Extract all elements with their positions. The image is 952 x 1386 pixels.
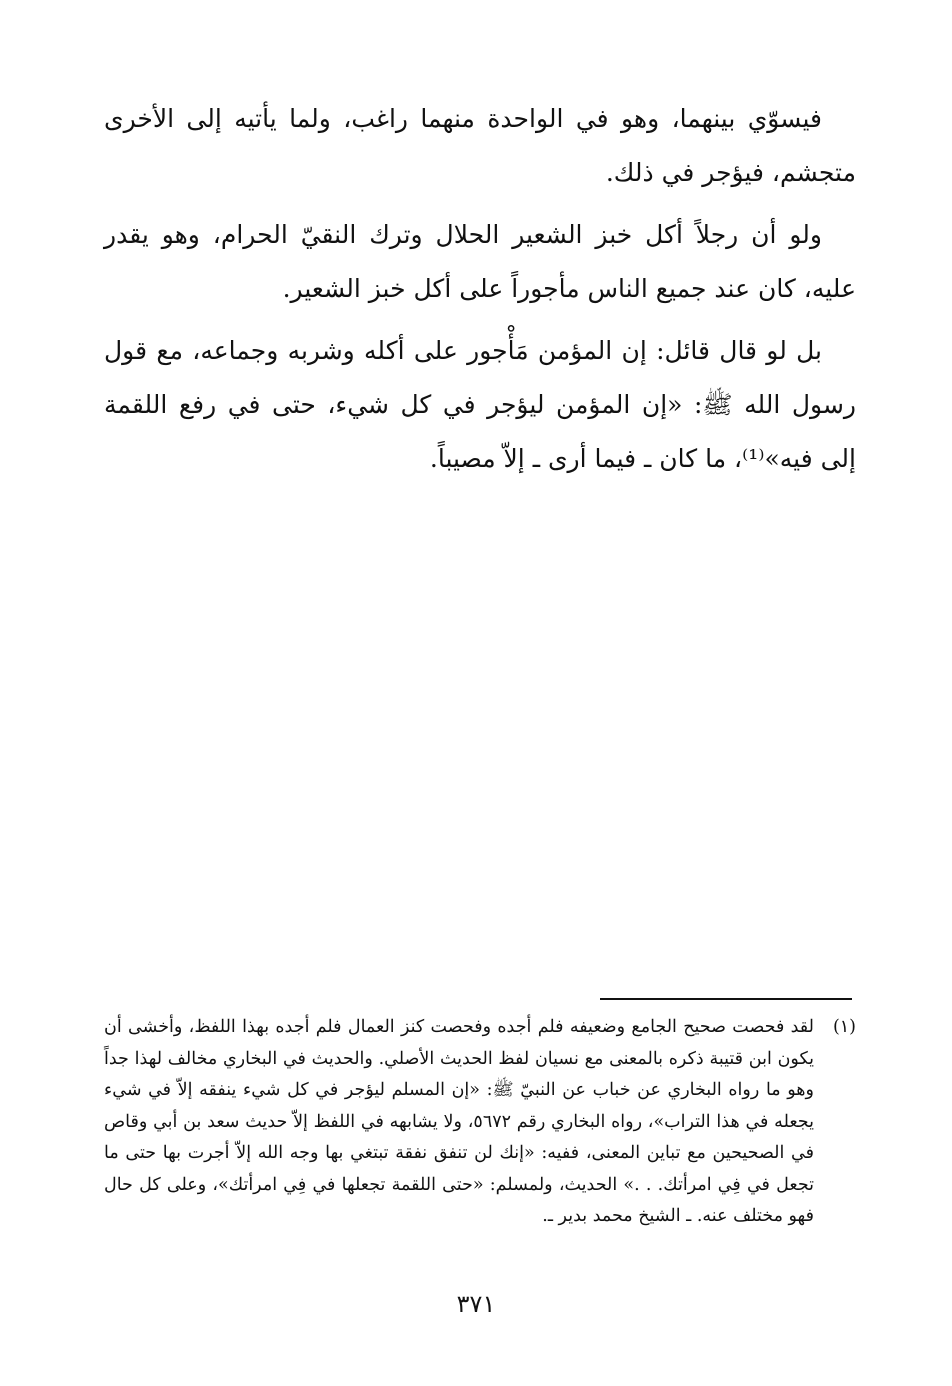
footnote-marker: (١) (832, 1017, 856, 1037)
paragraph-2: ولو أن رجلاً أكل خبز الشعير الحلال وترك النقيّ الحرام، وهو يقدر عليه، كان عند جميع الناس مأجوراً على أكل خبز الشعير. (104, 220, 856, 303)
footnote-divider (600, 998, 852, 1000)
page-number: ٣٧١ (456, 1290, 496, 1318)
footnote (104, 1012, 856, 1233)
paragraph-3: بل لو قال قائل: إن المؤمن مَأْجور على أكله وشربه وجماعه، مع قول رسول الله ﷺ: «إن المؤمن ليؤجر في كل شيء، حتى في رفع اللقمة إلى فيه»⁽¹⁾، ما كان ـ فيما أرى ـ إلاّ مصيباً. (104, 336, 856, 473)
footnote-text: لقد فحصت صحيح الجامع وضعيفه فلم أجده وفحصت كنز العمال فلم أجده بهذا اللفظ، وأخشى أن يكون ابن قتيبة ذكره بالمعنى مع نسيان لفظ الحديث الأصلي. والحديث في البخاري مخالف لهذا جداً وهو ما رواه البخاري عن خباب عن النبيّ ﷺ: «إن المسلم ليؤجر في كل شيء ينفقه إلاّ في شيء يجعله في هذا التراب»، رواه البخاري رقم ٥٦٧٢، ولا يشابهه في اللفظ إلاّ حديث سعد بن أبي وقاص في الصحيحين مع تباين المعنى، ففيه: «إنك لن تنفق نفقة تبتغي بها وجه الله إلاّ أجرت بها حتى ما تجعل في فِي امرأتك. . .» الحديث، ولمسلم: «حتى اللقمة تجعلها في فِي امرأتك»، وعلى كل حال فهو مختلف عنه. ـ الشيخ محمد بدير ـ. (104, 1017, 814, 1226)
main-text-block (104, 92, 856, 486)
paragraph-1: فيسوّي بينهما، وهو في الواحدة منهما راغب، ولما يأتيه إلى الأخرى متجشم، فيؤجر في ذلك. (104, 104, 856, 187)
